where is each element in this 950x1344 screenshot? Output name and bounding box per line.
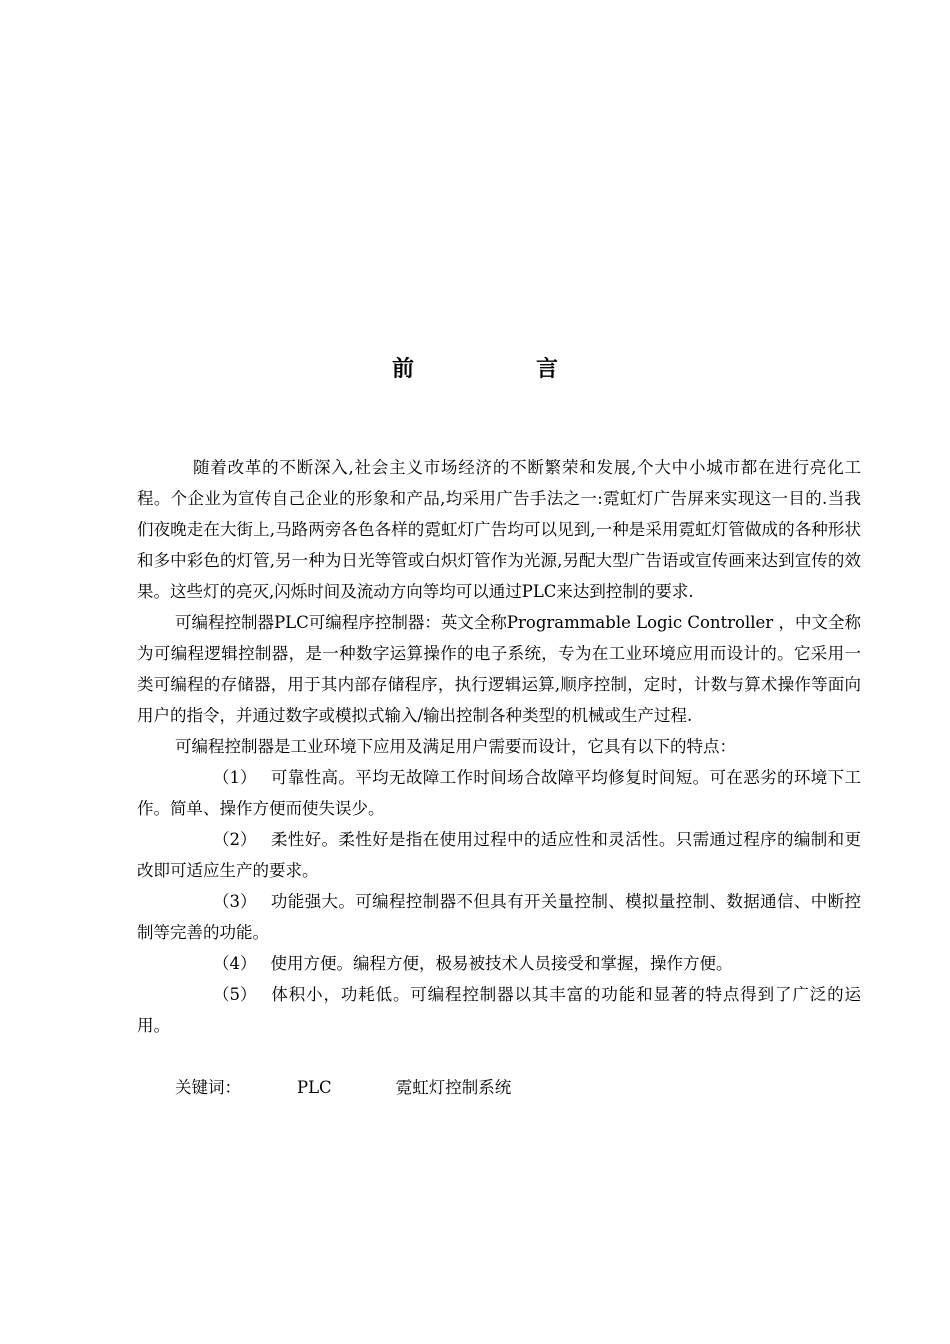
feature-item	[137, 886, 861, 948]
paragraph-features-lead: 可编程控制器是工业环境下应用及满足用户需要而设计，它具有以下的特点：	[175, 737, 736, 756]
feature-number: （4）	[213, 954, 257, 973]
feature-text: 使用方便。编程方便，极易被技术人员接受和掌握，操作方便。	[270, 954, 733, 973]
feature-number: （3）	[213, 892, 257, 911]
feature-text: 柔性好。柔性好是指在使用过程中的适应性和灵活性。只需通过程序的编制和更改即可适应生产的要求。	[137, 830, 861, 880]
page-title: 前 言	[391, 357, 608, 382]
keywords-line	[137, 1072, 861, 1103]
feature-item	[137, 824, 861, 886]
keywords-label: 关键词：	[175, 1078, 241, 1097]
feature-text: 功能强大。可编程控制器不但具有开关量控制、模拟量控制、数据通信、中断控制等完善的功能。	[137, 892, 861, 942]
feature-item	[137, 979, 861, 1041]
body-text	[137, 452, 861, 1103]
paragraph-intro: 随着改革的不断深入,社会主义市场经济的不断繁荣和发展,个大中小城市都在进行亮化工程。个企业为宣传自己企业的形象和产品,均采用广告手法之一:霓虹灯广告屏来实现这一目的.当我们夜晚走在大街上,马路两旁各色各样的霓虹灯广告均可以见到,一种是采用霓虹灯管做成的各种形状和多中彩色的灯管,另一种为日光等管或白炽灯管作为光源,另配大型广告语或宣传画来达到宣传的效果。这些灯的亮灭,闪烁时间及流动方向等均可以通过PLC来达到控制的要求.	[137, 458, 861, 601]
feature-number: （2）	[213, 830, 257, 849]
keyword: PLC	[297, 1078, 332, 1097]
feature-text: 可靠性高。平均无故障工作时间场合故障平均修复时间短。可在恶劣的环境下工作。简单、操作方便而使失误少。	[137, 768, 861, 818]
feature-item	[137, 762, 861, 824]
feature-number: （1）	[213, 768, 257, 787]
feature-number: （5）	[213, 985, 257, 1004]
feature-text: 体积小，功耗低。可编程控制器以其丰富的功能和显著的特点得到了广泛的运用。	[137, 985, 861, 1035]
keyword: 霓虹灯控制系统	[395, 1078, 512, 1097]
paragraph-plc-definition: 可编程控制器PLC可编程序控制器：英文全称Programmable Logic Controller ，中文全称为可编程逻辑控制器，是一种数字运算操作的电子系统，专为在工业环境应用而设计的。它采用一类可编程的存储器，用于其内部存储程序，执行逻辑运算,顺序控制，定时，计数与算术操作等面向用户的指令，并通过数字或模拟式输入/输出控制各种类型的机械或生产过程.	[137, 613, 861, 725]
feature-item	[137, 948, 861, 979]
